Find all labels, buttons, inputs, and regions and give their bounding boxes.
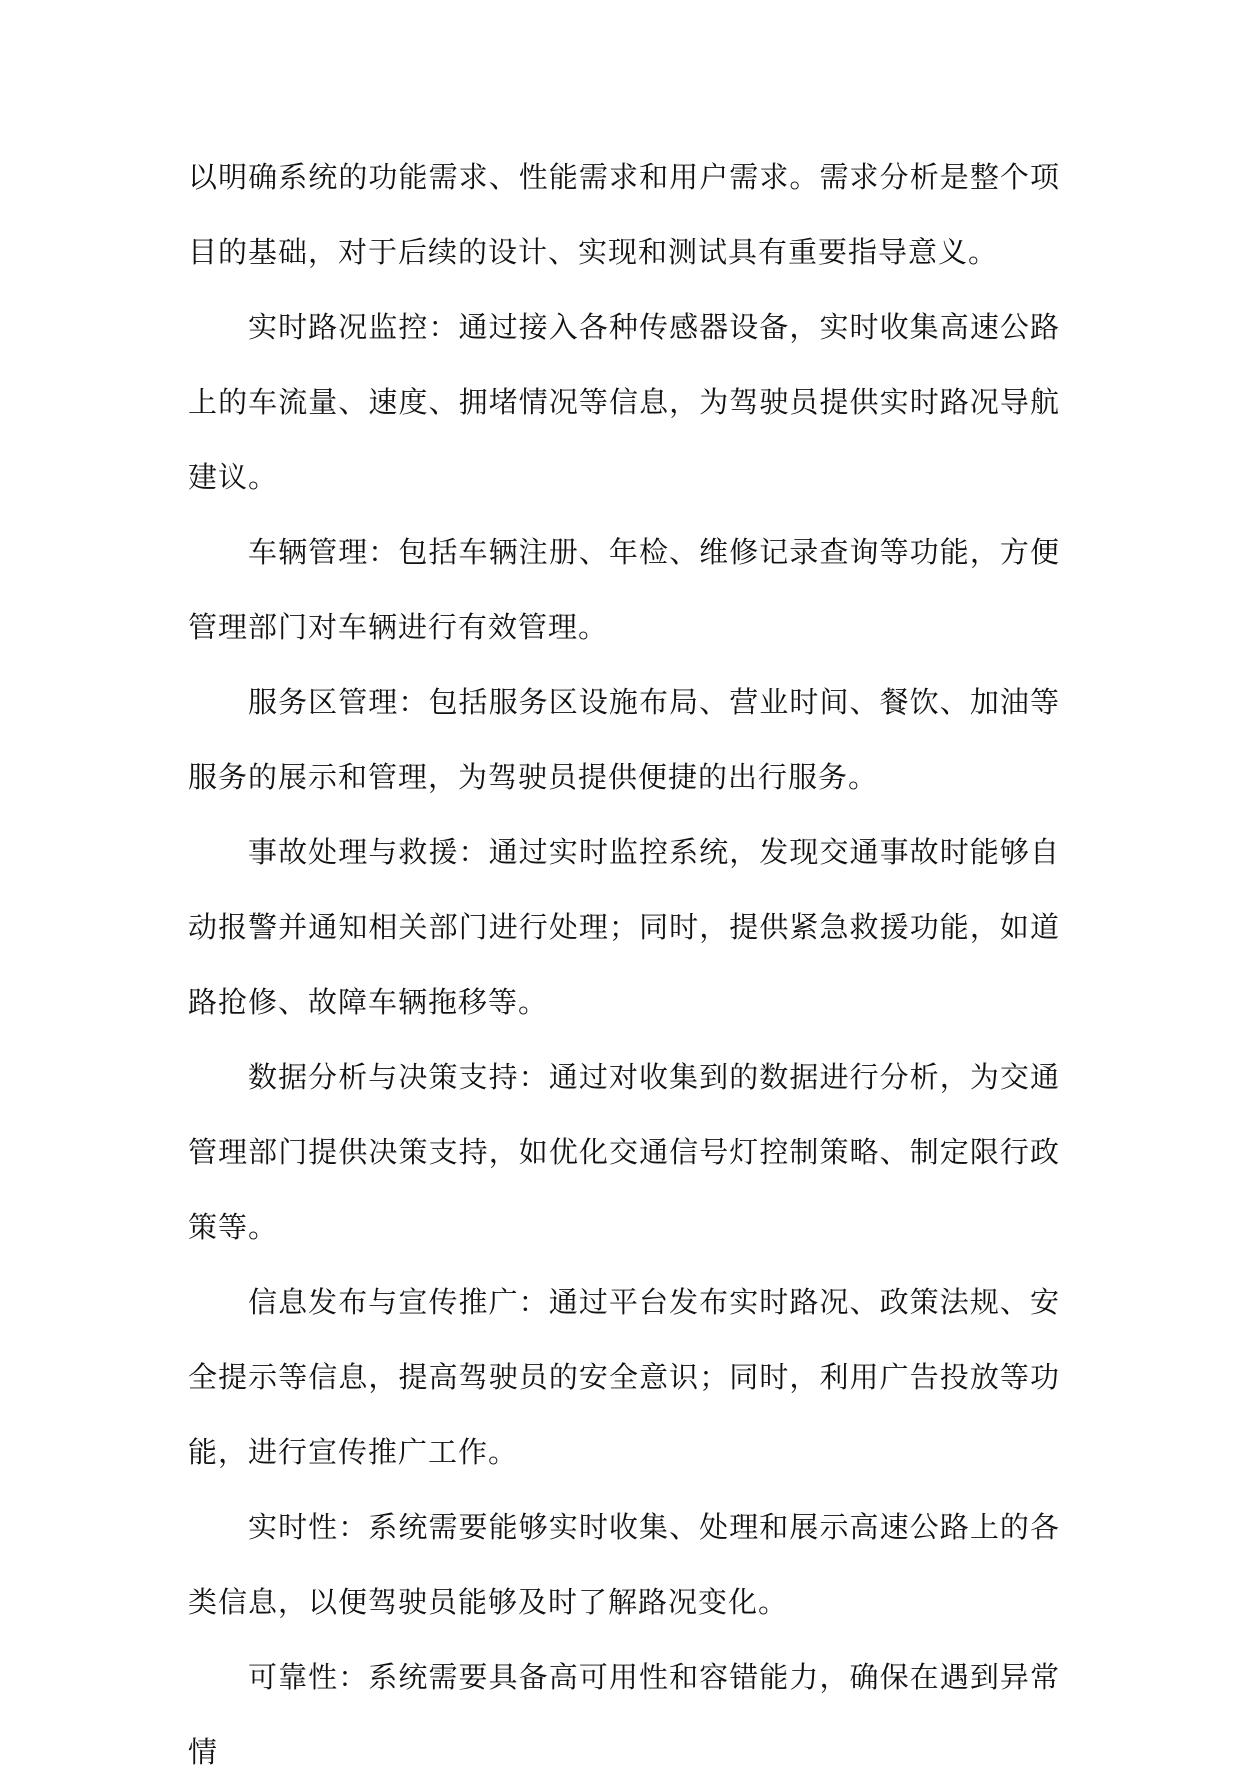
paragraph-information-release: 信息发布与宣传推广：通过平台发布实时路况、政策法规、安全提示等信息，提高驾驶员的安全意识；同时，利用广告投放等功能，进行宣传推广工作。: [188, 1285, 1060, 1469]
paragraph-reliability-requirement: 可靠性：系统需要具备高可用性和容错能力，确保在遇到异常情: [188, 1660, 1060, 1769]
document-body: [188, 140, 1060, 1790]
paragraph-realtime-requirement: 实时性：系统需要能够实时收集、处理和展示高速公路上的各类信息，以便驾驶员能够及时了解路况变化。: [188, 1510, 1060, 1619]
paragraph-service-area-management: 服务区管理：包括服务区设施布局、营业时间、餐饮、加油等服务的展示和管理，为驾驶员提供便捷的出行服务。: [188, 685, 1060, 794]
paragraph-realtime-monitoring: 实时路况监控：通过接入各种传感器设备，实时收集高速公路上的车流量、速度、拥堵情况等信息，为驾驶员提供实时路况导航建议。: [188, 310, 1060, 494]
paragraph-accident-rescue: 事故处理与救援：通过实时监控系统，发现交通事故时能够自动报警并通知相关部门进行处理；同时，提供紧急救援功能，如道路抢修、故障车辆拖移等。: [188, 835, 1060, 1019]
paragraph-requirements-intro: 以明确系统的功能需求、性能需求和用户需求。需求分析是整个项目的基础，对于后续的设计、实现和测试具有重要指导意义。: [188, 160, 1060, 269]
paragraph-vehicle-management: 车辆管理：包括车辆注册、年检、维修记录查询等功能，方便管理部门对车辆进行有效管理。: [188, 535, 1060, 644]
paragraph-data-analysis: 数据分析与决策支持：通过对收集到的数据进行分析，为交通管理部门提供决策支持，如优化交通信号灯控制策略、制定限行政策等。: [188, 1060, 1060, 1244]
